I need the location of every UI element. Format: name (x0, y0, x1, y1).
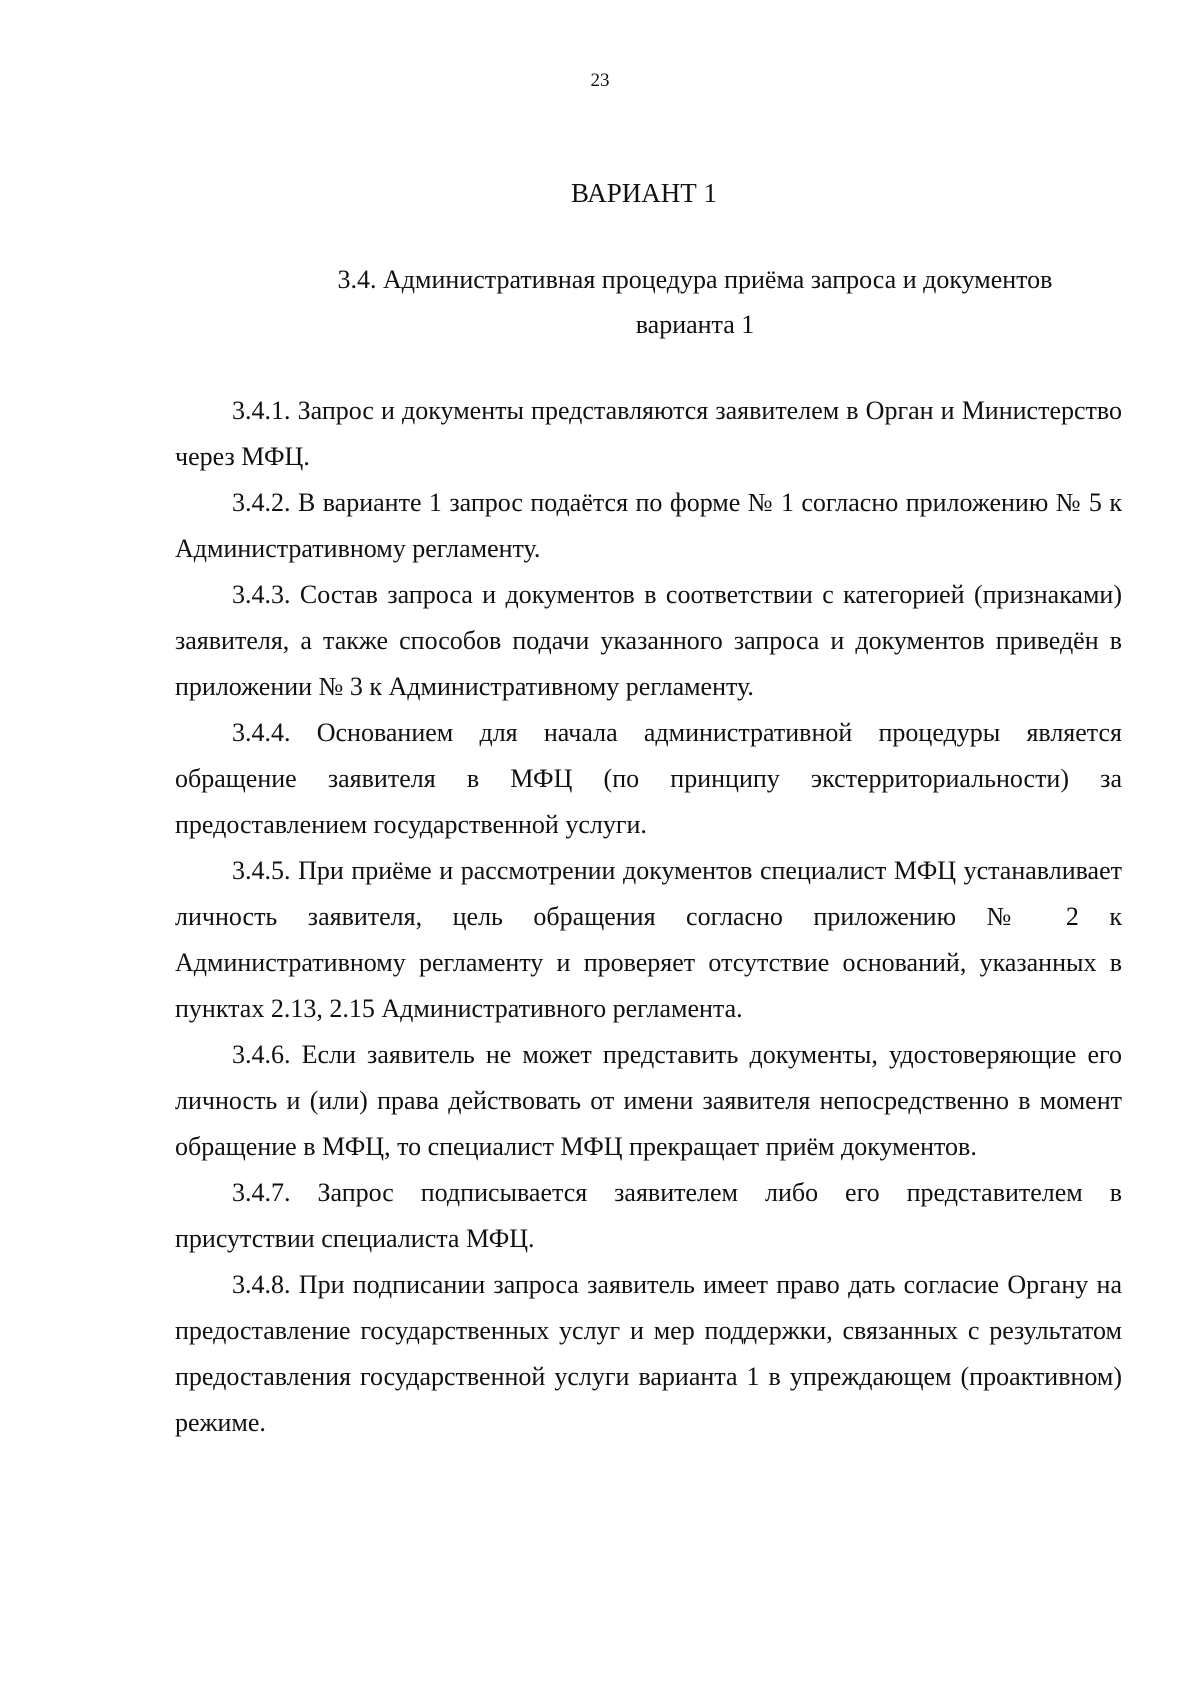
paragraph-3-4-5: 3.4.5. При приёме и рассмотрении документов специалист МФЦ устанавливает личность заявителя, цель обращения согласно приложению № 2 к Административному регламенту и проверяет отсутствие оснований, указанных в пунктах 2.13, 2.15 Административного регламента. (175, 856, 1122, 1023)
body-text (175, 388, 1122, 1446)
paragraph-3-4-6: 3.4.6. Если заявитель не может представить документы, удостоверяющие его личность и (или) права действовать от имени заявителя непосредственно в момент обращение в МФЦ, то специалист МФЦ прекращает приём документов. (175, 1040, 1122, 1161)
section-title-line-1: 3.4. Административная процедура приёма запроса и документов (337, 265, 1053, 294)
page-number: 23 (590, 70, 610, 91)
paragraph-3-4-8: 3.4.8. При подписании запроса заявитель имеет право дать согласие Органу на предоставление государственных услуг и мер поддержки, связанных с результатом предоставления государственной услуги варианта 1 в упреждающем (проактивном) режиме. (175, 1270, 1122, 1437)
paragraph-3-4-2: 3.4.2. В варианте 1 запрос подаётся по форме № 1 согласно приложению № 5 к Административному регламенту. (175, 488, 1122, 563)
section-title-line-2: варианта 1 (635, 310, 755, 339)
section-title (160, 257, 1120, 347)
paragraph-3-4-3: 3.4.3. Состав запроса и документов в соответствии с категорией (признаками) заявителя, а также способов подачи указанного запроса и документов приведён в приложении № 3 к Административному регламенту. (175, 580, 1122, 701)
variant-heading: ВАРИАНТ 1 (570, 178, 718, 208)
paragraph-3-4-7: 3.4.7. Запрос подписывается заявителем либо его представителем в присутствии специалиста МФЦ. (175, 1178, 1122, 1253)
paragraph-3-4-1: 3.4.1. Запрос и документы представляются заявителем в Орган и Министерство через МФЦ. (175, 396, 1122, 471)
paragraph-3-4-4: 3.4.4. Основанием для начала административной процедуры является обращение заявителя в МФЦ (по принципу экстерриториальности) за предоставлением государственной услуги. (175, 718, 1122, 839)
